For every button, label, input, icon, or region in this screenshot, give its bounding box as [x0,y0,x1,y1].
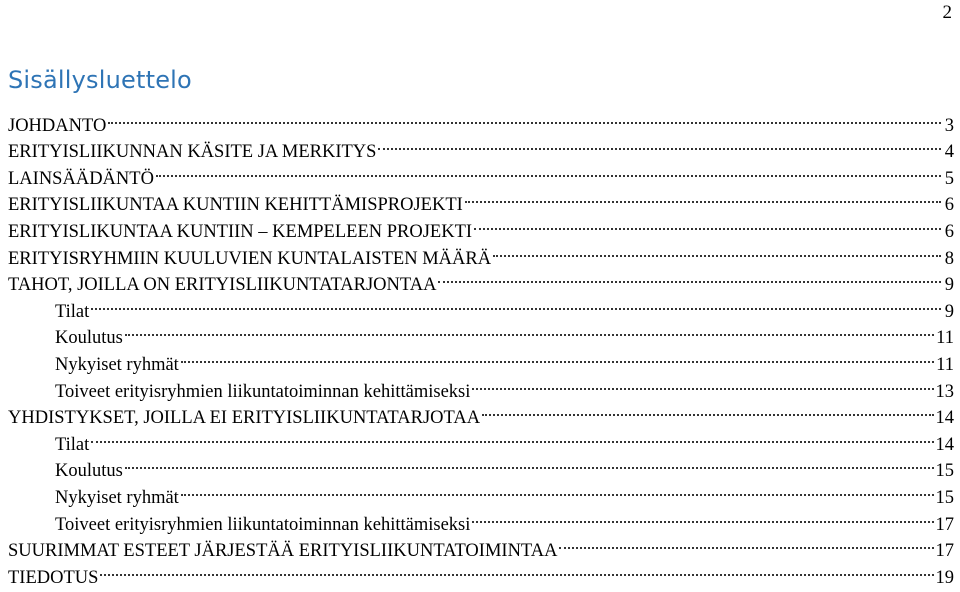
toc-entry[interactable] [0,476,960,508]
toc-dot-leader [125,317,934,344]
toc-dot-leader [482,397,933,424]
toc-entry-page-number: 17 [935,541,954,562]
toc-dot-leader [559,530,933,557]
toc-entry-page-number: 4 [944,142,954,163]
toc-dot-leader [474,210,941,237]
toc-entry-label: Toiveet erityisryhmien liikuntatoiminnan kehittämiseksi [55,381,471,402]
toc-entry-label: SUURIMMAT ESTEET JÄRJESTÄÄ ERITYISLIIKUNTATOIMINTAA [8,541,558,562]
toc-dot-leader [472,503,933,530]
toc-entry-page-number: 15 [935,461,954,482]
toc-dot-leader [156,157,941,184]
toc-entry-label: YHDISTYKSET, JOILLA EI ERITYISLIIKUNTATARJOTAA [8,408,481,429]
toc-entry[interactable] [0,556,960,588]
toc-entry[interactable] [0,450,960,482]
toc-entry-label: Tilat [55,301,90,322]
toc-entry-label: TAHOT, JOILLA ON ERITYISLIIKUNTATARJONTAA [8,275,437,296]
toc-entry-label: ERITYISLIIKUNTAA KUNTIIN KEHITTÄMISPROJEKTI [8,195,463,216]
toc-entry-page-number: 9 [944,301,954,322]
toc-dot-leader [100,556,933,583]
toc-entry-label: LAINSÄÄDÄNTÖ [8,168,154,189]
toc-entry-label: TIEDOTUS [8,567,99,588]
toc-entry[interactable] [0,104,960,136]
toc-entry-page-number: 13 [935,381,954,402]
toc-entry-label: Toiveet erityisryhmien liikuntatoiminnan kehittämiseksi [55,514,471,535]
toc-title: Sisällysluettelo [8,66,192,94]
toc-entry-page-number: 19 [935,567,954,588]
toc-dot-leader [438,264,941,291]
toc-entry[interactable] [0,423,960,455]
toc-entry-label: Koulutus [55,461,123,482]
toc-entry-page-number: 17 [935,514,954,535]
toc-entry-label: ERITYISRYHMIIN KUULUVIEN KUNTALAISTEN MÄÄRÄ [8,248,492,269]
toc-dot-leader [472,370,933,397]
toc-entry-page-number: 11 [936,354,954,375]
toc-entry-label: ERITYISLIIKUNNAN KÄSITE JA MERKITYS [8,142,377,163]
toc-entry-label: Nykyiset ryhmät [55,487,179,508]
toc-dot-leader [125,450,934,477]
toc-entry-page-number: 14 [935,408,954,429]
toc-entry-label: ERITYISLIKUNTAA KUNTIIN – KEMPELEEN PROJEKTI [8,221,473,242]
toc-entry-page-number: 11 [936,328,954,349]
toc-dot-leader [108,104,941,131]
toc-entry-label: JOHDANTO [8,115,107,136]
toc-entry-page-number: 5 [944,168,954,189]
toc-entry-page-number: 6 [944,195,954,216]
toc-dot-leader [378,131,941,158]
toc-entry-page-number: 15 [935,487,954,508]
toc-entry[interactable] [0,131,960,163]
toc-entry-label: Tilat [55,434,90,455]
table-of-contents [0,104,960,588]
toc-entry-page-number: 8 [944,248,954,269]
toc-entry-page-number: 14 [935,434,954,455]
toc-entry[interactable] [0,343,960,375]
toc-entry[interactable] [0,290,960,322]
toc-dot-leader [91,290,941,317]
toc-dot-leader [493,237,941,264]
toc-entry-page-number: 9 [944,275,954,296]
page-number: 2 [942,2,952,23]
toc-entry[interactable] [0,317,960,349]
toc-entry-page-number: 3 [944,115,954,136]
toc-dot-leader [181,343,934,370]
toc-dot-leader [181,476,934,503]
toc-dot-leader [91,423,933,450]
toc-entry-label: Koulutus [55,328,123,349]
toc-dot-leader [465,184,941,211]
toc-entry-label: Nykyiset ryhmät [55,354,179,375]
toc-entry-page-number: 6 [944,221,954,242]
